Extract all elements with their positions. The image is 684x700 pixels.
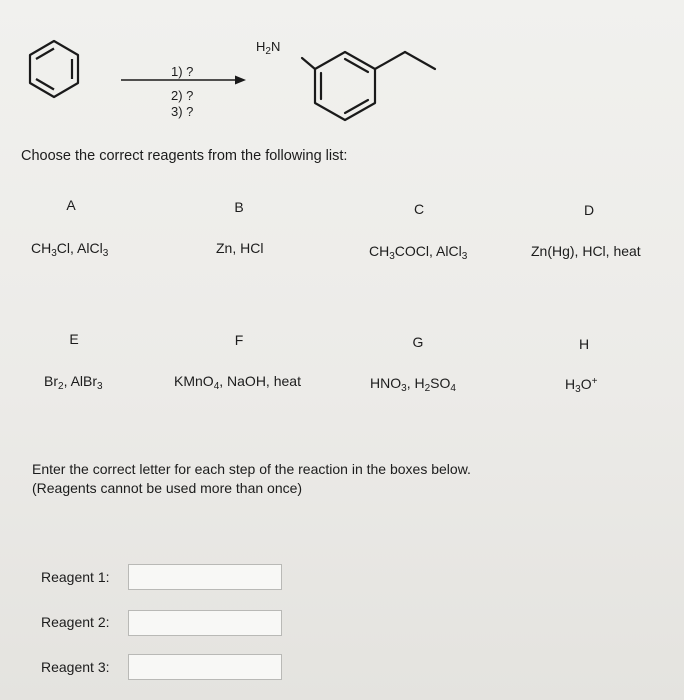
option-letter-h: H: [578, 336, 590, 352]
option-letter-c: C: [413, 201, 425, 217]
option-reagent-h: $H_3O^+$: [565, 376, 598, 395]
reaction-step-1: 1) ?: [171, 64, 194, 79]
product-structure: [302, 52, 435, 120]
instructions-line-2: (Reagents cannot be used more than once): [32, 480, 303, 496]
option-letter-g: G: [412, 334, 424, 350]
option-letter-b: B: [234, 199, 244, 215]
reagent-1-input[interactable]: [128, 564, 282, 590]
reaction-step-2: 2) ?: [171, 88, 194, 103]
instructions-line-1: Enter the correct letter for each step of the reaction in the boxes below.: [32, 461, 471, 477]
option-letter-d: D: [583, 202, 595, 218]
reagent-2-label: Reagent 2:: [41, 614, 110, 630]
reagent-2-input[interactable]: [128, 610, 282, 636]
option-reagent-c: $CH_3COCl$, AlCl$_3$: [369, 243, 468, 262]
question-prompt: Choose the correct reagents from the following list:: [21, 148, 348, 164]
benzene-structure: [30, 41, 78, 97]
reagent-3-label: Reagent 3:: [41, 659, 110, 675]
reagent-1-label: Reagent 1:: [41, 569, 110, 585]
option-letter-f: F: [234, 332, 244, 348]
option-reagent-a: $CH_3Cl$, AlCl$_3$: [31, 240, 109, 259]
reaction-scheme: [0, 0, 684, 150]
option-letter-e: E: [69, 331, 79, 347]
reaction-step-3: 3) ?: [171, 104, 194, 119]
option-reagent-b: Zn, HCl: [216, 240, 264, 256]
option-letter-a: A: [66, 197, 76, 213]
option-reagent-g: $HNO_3$, $H_2SO_4$: [370, 375, 456, 394]
option-reagent-d: Zn(Hg), HCl, heat: [531, 243, 641, 259]
amine-label: $H_2N$: [256, 39, 281, 57]
option-reagent-f: KMnO$_4$, NaOH, heat: [174, 373, 301, 392]
option-reagent-e: $Br_2$, AlBr$_3$: [44, 373, 103, 392]
reagent-3-input[interactable]: [128, 654, 282, 680]
